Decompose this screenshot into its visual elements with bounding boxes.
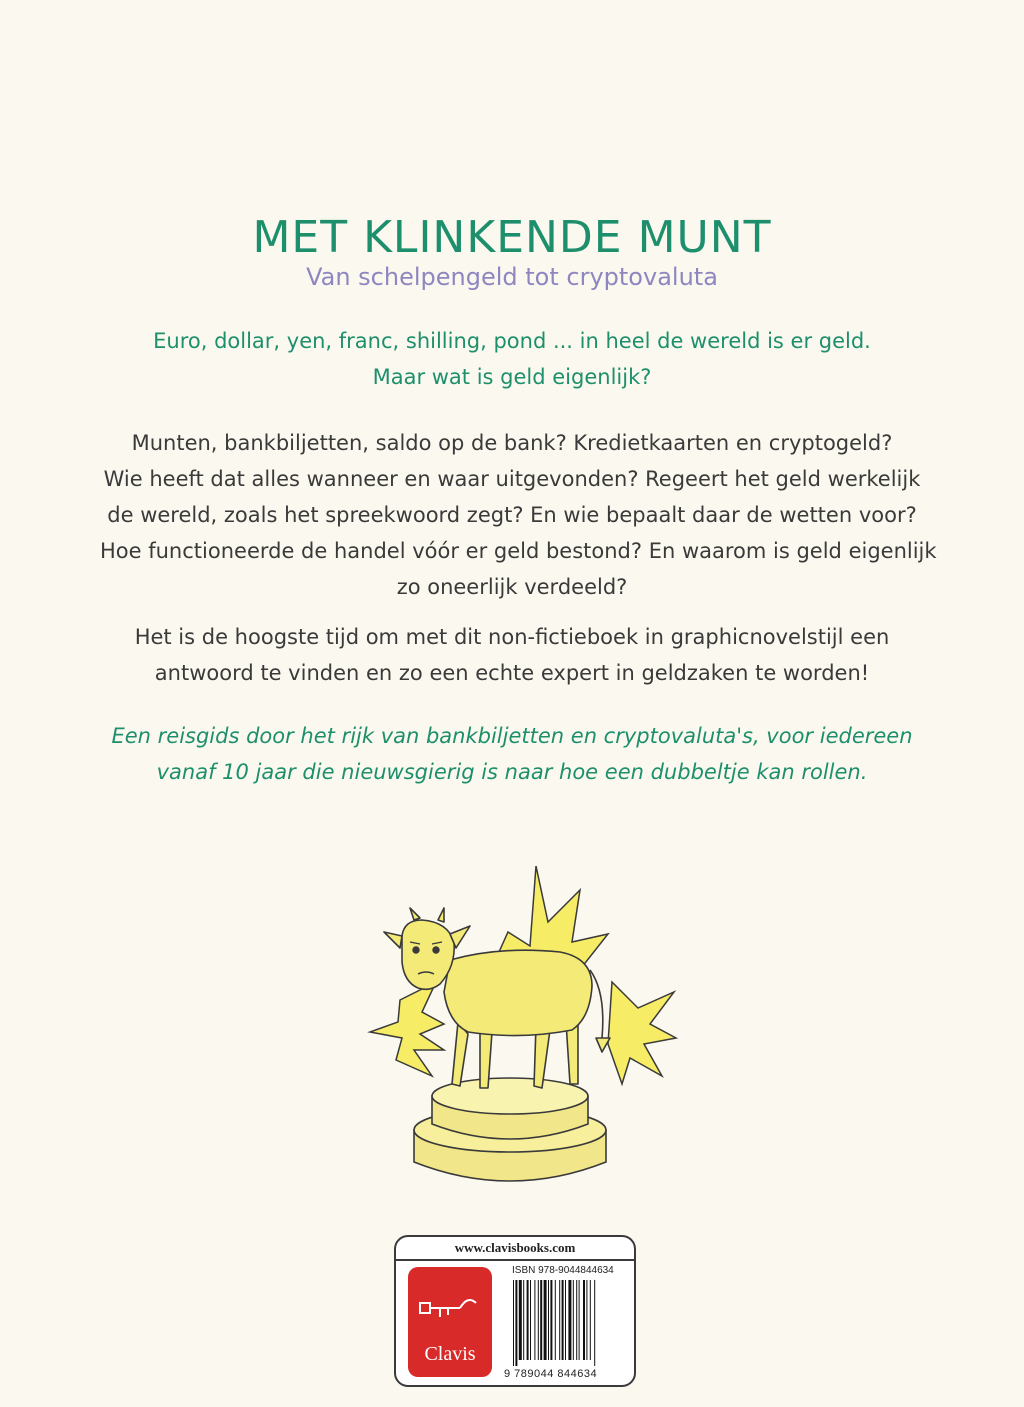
cow-eye <box>413 947 419 953</box>
tagline-line: vanaf 10 jaar die nieuwsgierig is naar hoe een dubbeltje kan rollen. <box>156 760 868 784</box>
barcode-bar <box>555 1280 556 1360</box>
cow-body <box>444 950 592 1035</box>
barcode-bar <box>583 1280 585 1360</box>
barcode-bar <box>515 1280 517 1366</box>
barcode-bar <box>523 1280 524 1360</box>
body-line: Hoe functioneerde de handel vóór er geld bestond? En waarom is geld eigenlijk <box>100 539 937 563</box>
key-icon <box>418 1293 482 1323</box>
body-line: Het is de hoogste tijd om met dit non-fictieboek in graphicnovelstijl een <box>134 625 890 649</box>
publisher-box <box>394 1235 636 1387</box>
barcode <box>512 1280 624 1366</box>
barcode-digits: 9 789044 844634 <box>504 1368 598 1380</box>
divider <box>396 1259 634 1261</box>
intro-line: Maar wat is geld eigenlijk? <box>372 365 652 389</box>
isbn-label: ISBN 978-9044844634 <box>512 1265 614 1276</box>
golden-cow-statue-icon <box>340 862 680 1192</box>
barcode-bar <box>513 1280 514 1366</box>
body-line: antwoord te vinden en zo een echte expert in geldzaken te worden! <box>154 661 870 685</box>
barcode-bar <box>519 1280 522 1360</box>
barcode-bar <box>538 1280 539 1360</box>
barcode-bar <box>568 1280 571 1360</box>
clavis-logo <box>408 1267 492 1377</box>
cow-horn <box>438 908 444 922</box>
barcode-bar <box>530 1280 531 1360</box>
publisher-website[interactable]: www.clavisbooks.com <box>454 1240 576 1255</box>
body-paragraph-2 <box>100 619 924 691</box>
cow-horn <box>410 908 420 920</box>
body-line: zo oneerlijk verdeeld? <box>396 575 628 599</box>
barcode-bar <box>576 1280 577 1360</box>
barcode-bar <box>594 1280 595 1366</box>
logo-text: Clavis <box>424 1343 476 1365</box>
tagline-line: Een reisgids door het rijk van bankbiljetten en cryptovaluta's, voor iedereen <box>111 724 913 748</box>
barcode-bar <box>527 1280 529 1360</box>
body-paragraph-1 <box>100 425 937 605</box>
tagline <box>100 718 924 790</box>
burst-left <box>370 982 444 1076</box>
barcode-bar <box>573 1280 574 1360</box>
barcode-bar <box>540 1280 542 1360</box>
intro-text <box>100 323 924 395</box>
barcode-bar <box>559 1280 560 1360</box>
barcode-bar <box>534 1280 535 1360</box>
intro-line: Euro, dollar, yen, franc, shilling, pond ... in heel de wereld is er geld. <box>153 329 871 353</box>
barcode-bar <box>544 1280 547 1360</box>
barcode-bar <box>565 1280 566 1360</box>
barcode-bar <box>550 1280 552 1360</box>
cow-ear <box>384 932 402 948</box>
barcode-bar <box>562 1280 564 1360</box>
book-subtitle: Van schelpengeld tot cryptovaluta <box>306 263 718 291</box>
cow-eye <box>433 947 439 953</box>
body-line: Munten, bankbiljetten, saldo op de bank? Kredietkaarten en cryptogeld? <box>131 431 893 455</box>
barcode-bar <box>586 1280 587 1360</box>
barcode-bar <box>590 1280 591 1360</box>
burst-right <box>608 982 676 1084</box>
book-title: MET KLINKENDE MUNT <box>252 212 772 263</box>
body-line: Wie heeft dat alles wanneer en waar uitgevonden? Regeert het geld werkelijk <box>103 467 921 491</box>
barcode-bar <box>548 1280 549 1360</box>
barcode-bar <box>579 1280 580 1360</box>
body-line: de wereld, zoals het spreekwoord zegt? En wie bepaalt daar de wetten voor? <box>107 503 917 527</box>
